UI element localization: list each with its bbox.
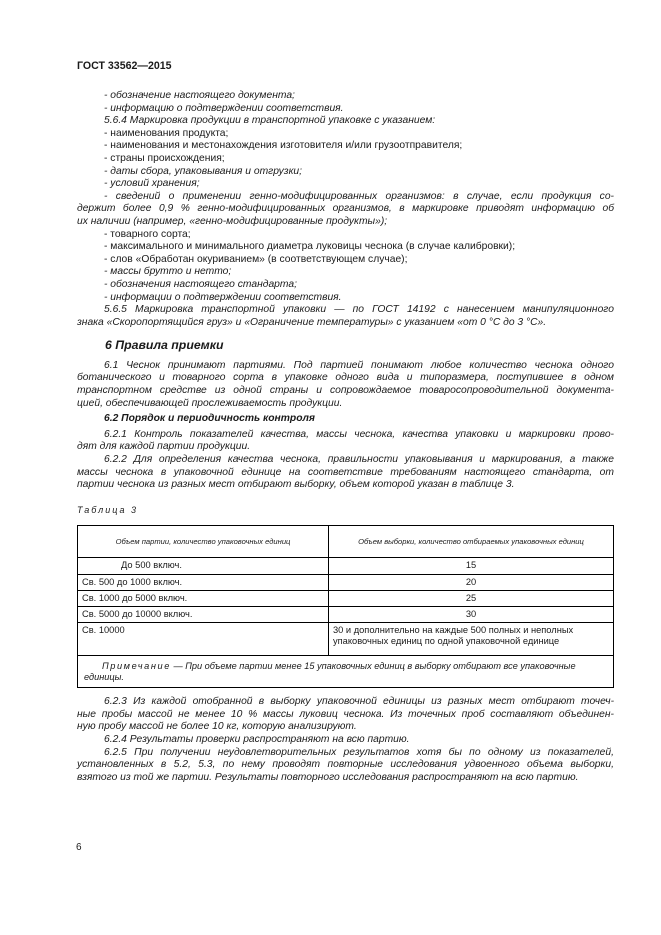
clause-6-2-3-line: ную пробу массой не более 10 кг, которую анализируют. bbox=[77, 721, 357, 733]
clause-6-2-4: 6.2.4 Результаты проверки распространяют на всю партию. bbox=[104, 734, 410, 745]
table-note-label: Примечание bbox=[102, 661, 171, 672]
page-number: 6 bbox=[76, 842, 82, 853]
table-row bbox=[78, 558, 614, 574]
table-cell: Св. 500 до 1000 включ. bbox=[78, 574, 329, 590]
clause-6-1-line: цией, обеспечивающей прослеживаемость продукции. bbox=[77, 397, 343, 409]
clause-6-2-2-line: партии чеснока из разных мест отбирают выборку, объем которой указан в таблице 3. bbox=[77, 479, 515, 491]
table-cell: 30 bbox=[329, 607, 614, 623]
table-cell: 25 bbox=[329, 590, 614, 606]
gmo-paragraph-line: - сведений о применении генно-модифицированных организмов: в случае, если продукция со- bbox=[104, 190, 614, 202]
table-cell: До 500 включ. bbox=[78, 558, 329, 574]
table-cell: Св. 5000 до 10000 включ. bbox=[78, 607, 329, 623]
gmo-paragraph-line: их наличии (например, «генно-модифицированные продукты»); bbox=[77, 215, 388, 227]
table-note bbox=[78, 656, 614, 688]
list-item: - даты сбора, упаковывания и отгрузки; bbox=[104, 165, 303, 177]
clause-5-6-5-line: 5.6.5 Маркировка транспортной упаковки — по ГОСТ 14192 с нанесением манипуляционного bbox=[104, 304, 614, 316]
clause-6-2-1-line: дят для каждой партии продукции. bbox=[77, 441, 251, 453]
table-row bbox=[78, 590, 614, 606]
list-item: - массы брутто и нетто; bbox=[104, 266, 232, 278]
table-header-cell: Объем партии, количество упаковочных единиц bbox=[78, 526, 329, 558]
clause-5-6-4: 5.6.4 Маркировка продукции в транспортной упаковке с указанием: bbox=[104, 115, 436, 127]
clause-6-2-5-line: установленных в 5.2, 5.3, по нему проводят повторные исследования удвоенного объема выборки, bbox=[77, 759, 614, 771]
table-row bbox=[78, 623, 614, 656]
list-item: - условий хранения; bbox=[104, 178, 200, 190]
clause-6-2-2-line: 6.2.2 Для определения качества чеснока, правильности упаковывания и маркирования, а также bbox=[104, 454, 614, 466]
clause-6-1-line: ботанического и товарного сорта в упаковке одного вида и типоразмера, поступившее в одном bbox=[77, 372, 614, 384]
table-row bbox=[78, 607, 614, 623]
clause-6-2-2-line: массы чеснока в упаковочной единице на соответствие требованиям настоящего стандарта, от bbox=[77, 466, 614, 478]
list-item: - информации о подтверждении соответствия. bbox=[104, 291, 342, 303]
table-header-cell: Объем выборки, количество отбираемых упаковочных единиц bbox=[329, 526, 614, 558]
table-cell: 15 bbox=[329, 558, 614, 574]
table-row bbox=[78, 574, 614, 590]
table-caption: Таблица 3 bbox=[77, 504, 139, 515]
clause-6-2-1-line: 6.2.1 Контроль показателей качества, массы чеснока, качества упаковки и маркировки прово- bbox=[104, 428, 614, 440]
list-item: - максимального и минимального диаметра луковицы чеснока (в случае калибровки); bbox=[104, 241, 516, 253]
clause-6-2-3-line: ные пробы массой не менее 10 % массы луковиц чеснока. Из точечных проб составляют объединен- bbox=[77, 708, 614, 720]
section-6-2-title: 6.2 Порядок и периодичность контроля bbox=[104, 413, 315, 425]
list-item: - страны происхождения; bbox=[104, 152, 225, 164]
section-6-title: 6 Правила приемки bbox=[105, 338, 224, 353]
list-item: - наименования продукта; bbox=[104, 127, 229, 139]
list-item: - обозначение настоящего документа; bbox=[104, 90, 295, 101]
document-header: ГОСТ 33562—2015 bbox=[77, 60, 172, 72]
list-item: - обозначения настоящего стандарта; bbox=[104, 278, 297, 290]
list-item: - товарного сорта; bbox=[104, 228, 191, 240]
table-header-row bbox=[78, 526, 614, 558]
list-item: - информацию о подтверждении соответствия. bbox=[104, 102, 344, 114]
clause-6-2-5-line: взятого из той же партии. Результаты повторного исследования распространяют на всю партию. bbox=[77, 771, 579, 783]
clause-6-1-line: 6.1 Чеснок принимают партиями. Под партией понимают любое количество чеснока одного bbox=[104, 359, 614, 371]
table-note-row bbox=[78, 656, 614, 688]
gmo-paragraph-line: держит более 0,9 % генно-модифицированных организмов, в маркировке приводят информацию об bbox=[77, 203, 614, 215]
list-item: - слов «Обработан окуриванием» (в соответствующем случае); bbox=[104, 253, 408, 265]
clause-6-2-5-line: 6.2.5 При получении неудовлетворительных результатов хотя бы по одному из показателей, bbox=[104, 746, 614, 758]
table-cell: 20 bbox=[329, 574, 614, 590]
page-content bbox=[77, 90, 614, 784]
table-cell: Св. 1000 до 5000 включ. bbox=[78, 590, 329, 606]
clause-5-6-5-line: знака «Скоропортящийся груз» и «Ограничение температуры» с указанием «от 0 °С до 3 °С». bbox=[77, 316, 547, 328]
table-cell: Св. 10000 bbox=[78, 623, 329, 656]
table-note-text: — При объеме партии менее 15 упаковочных единиц в выборку отбирают все упаковочные единицы. bbox=[84, 661, 576, 683]
list-item: - наименования и местонахождения изготовителя и/или грузоотправителя; bbox=[104, 140, 463, 152]
sampling-table bbox=[77, 525, 614, 688]
table-cell: 30 и дополнительно на каждые 500 полных и неполных упаковочных единиц по одной упаковочной единице bbox=[329, 623, 614, 656]
clause-6-2-3-line: 6.2.3 Из каждой отобранной в выборку упаковочной единицы из разных мест отбирают точеч- bbox=[104, 696, 614, 708]
clause-6-1-line: транспортном средстве из одной страны и сопровождаемое товаросопроводительной документа- bbox=[77, 385, 614, 397]
